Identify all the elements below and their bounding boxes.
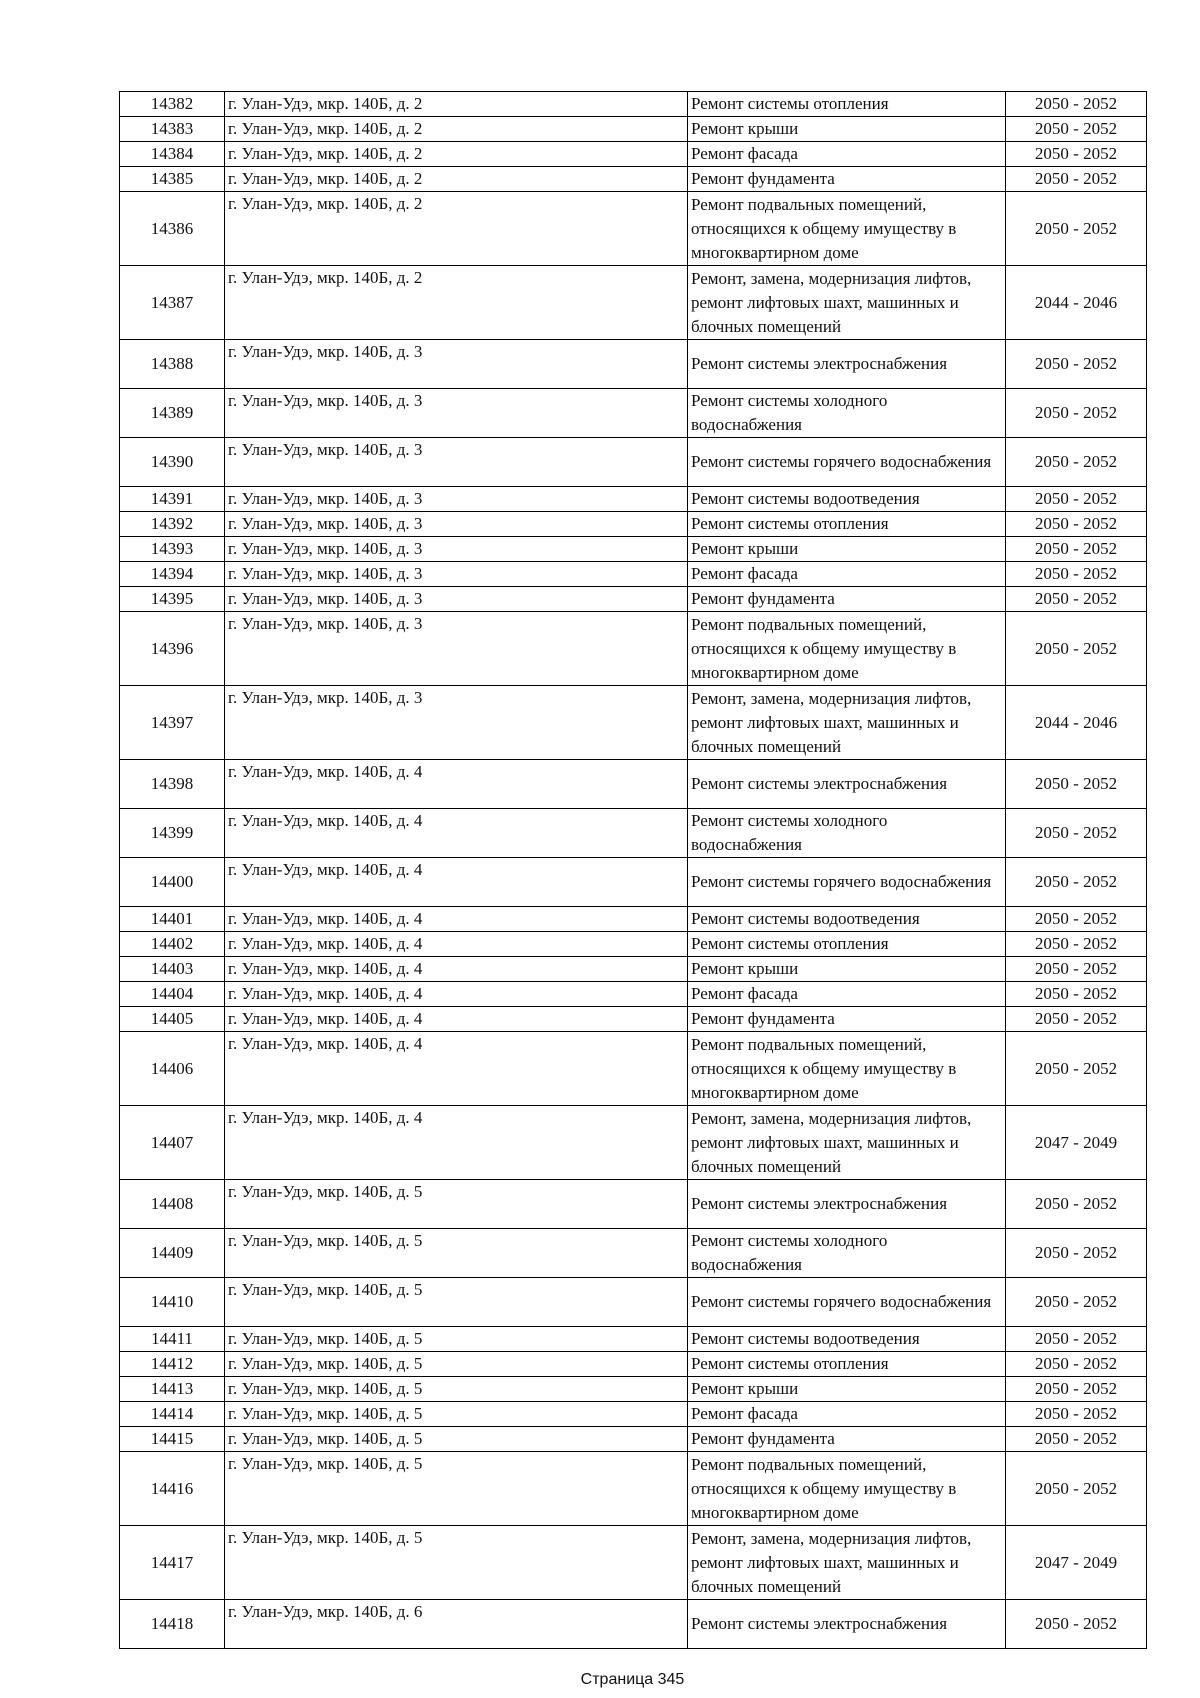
row-address: г. Улан-Удэ, мкр. 140Б, д. 4 [225,1032,688,1106]
row-number: 14385 [120,167,225,192]
table-row [120,1229,1147,1278]
row-number: 14417 [120,1526,225,1600]
row-number: 14387 [120,266,225,340]
row-address: г. Улан-Удэ, мкр. 140Б, д. 4 [225,982,688,1007]
row-period: 2050 - 2052 [1006,117,1147,142]
table-row [120,389,1147,438]
row-work-type: Ремонт фасада [688,1402,1006,1427]
row-period: 2050 - 2052 [1006,1452,1147,1526]
row-period: 2050 - 2052 [1006,487,1147,512]
row-period: 2044 - 2046 [1006,686,1147,760]
row-address: г. Улан-Удэ, мкр. 140Б, д. 4 [225,957,688,982]
row-number: 14395 [120,587,225,612]
table-row [120,1600,1147,1649]
row-address: г. Улан-Удэ, мкр. 140Б, д. 5 [225,1427,688,1452]
row-work-type: Ремонт крыши [688,117,1006,142]
row-work-type: Ремонт фундамента [688,1007,1006,1032]
row-number: 14393 [120,537,225,562]
row-period: 2047 - 2049 [1006,1106,1147,1180]
row-work-type: Ремонт системы холодного водоснабжения [688,809,1006,858]
table-row [120,1278,1147,1327]
row-period: 2050 - 2052 [1006,1352,1147,1377]
table-row [120,1032,1147,1106]
row-work-type: Ремонт системы электроснабжения [688,340,1006,389]
table-body [120,92,1147,1649]
row-period: 2050 - 2052 [1006,562,1147,587]
table-row [120,192,1147,266]
row-period: 2050 - 2052 [1006,1278,1147,1327]
row-address: г. Улан-Удэ, мкр. 140Б, д. 3 [225,537,688,562]
row-work-type: Ремонт системы горячего водоснабжения [688,1278,1006,1327]
row-work-type: Ремонт системы холодного водоснабжения [688,389,1006,438]
row-address: г. Улан-Удэ, мкр. 140Б, д. 3 [225,562,688,587]
table-row [120,1352,1147,1377]
row-address: г. Улан-Удэ, мкр. 140Б, д. 3 [225,512,688,537]
row-period: 2050 - 2052 [1006,858,1147,907]
row-period: 2050 - 2052 [1006,1427,1147,1452]
row-address: г. Улан-Удэ, мкр. 140Б, д. 4 [225,1007,688,1032]
table-row [120,562,1147,587]
row-work-type: Ремонт системы горячего водоснабжения [688,858,1006,907]
row-period: 2047 - 2049 [1006,1526,1147,1600]
row-period: 2050 - 2052 [1006,1402,1147,1427]
table-row [120,1452,1147,1526]
row-address: г. Улан-Удэ, мкр. 140Б, д. 4 [225,907,688,932]
row-period: 2050 - 2052 [1006,907,1147,932]
row-period: 2050 - 2052 [1006,142,1147,167]
row-address: г. Улан-Удэ, мкр. 140Б, д. 3 [225,438,688,487]
table-row [120,537,1147,562]
row-address: г. Улан-Удэ, мкр. 140Б, д. 3 [225,612,688,686]
table-row [120,686,1147,760]
row-work-type: Ремонт подвальных помещений, относящихся к общему имуществу в многоквартирном доме [688,1452,1006,1526]
table-row [120,809,1147,858]
row-period: 2050 - 2052 [1006,389,1147,438]
table-row [120,858,1147,907]
row-number: 14407 [120,1106,225,1180]
row-work-type: Ремонт фасада [688,142,1006,167]
row-work-type: Ремонт крыши [688,1377,1006,1402]
row-period: 2050 - 2052 [1006,1600,1147,1649]
row-number: 14384 [120,142,225,167]
row-period: 2050 - 2052 [1006,1327,1147,1352]
row-address: г. Улан-Удэ, мкр. 140Б, д. 2 [225,92,688,117]
row-address: г. Улан-Удэ, мкр. 140Б, д. 4 [225,932,688,957]
row-work-type: Ремонт, замена, модернизация лифтов, ремонт лифтовых шахт, машинных и блочных помещений [688,1106,1006,1180]
row-address: г. Улан-Удэ, мкр. 140Б, д. 5 [225,1229,688,1278]
row-address: г. Улан-Удэ, мкр. 140Б, д. 2 [225,167,688,192]
row-number: 14394 [120,562,225,587]
row-number: 14404 [120,982,225,1007]
row-period: 2050 - 2052 [1006,1180,1147,1229]
row-work-type: Ремонт, замена, модернизация лифтов, ремонт лифтовых шахт, машинных и блочных помещений [688,1526,1006,1600]
row-period: 2044 - 2046 [1006,266,1147,340]
row-period: 2050 - 2052 [1006,340,1147,389]
row-period: 2050 - 2052 [1006,1377,1147,1402]
table-row [120,142,1147,167]
row-number: 14405 [120,1007,225,1032]
row-period: 2050 - 2052 [1006,932,1147,957]
table-row [120,92,1147,117]
row-period: 2050 - 2052 [1006,982,1147,1007]
table-row [120,1402,1147,1427]
table-row [120,1180,1147,1229]
table-row [120,932,1147,957]
row-address: г. Улан-Удэ, мкр. 140Б, д. 2 [225,117,688,142]
row-work-type: Ремонт подвальных помещений, относящихся к общему имуществу в многоквартирном доме [688,192,1006,266]
row-work-type: Ремонт системы горячего водоснабжения [688,438,1006,487]
row-number: 14398 [120,760,225,809]
row-work-type: Ремонт фасада [688,982,1006,1007]
row-period: 2050 - 2052 [1006,957,1147,982]
table-row [120,1007,1147,1032]
row-work-type: Ремонт крыши [688,957,1006,982]
row-period: 2050 - 2052 [1006,760,1147,809]
row-work-type: Ремонт системы водоотведения [688,907,1006,932]
table-row [120,167,1147,192]
table-row [120,1377,1147,1402]
row-number: 14409 [120,1229,225,1278]
row-number: 14418 [120,1600,225,1649]
row-number: 14399 [120,809,225,858]
row-address: г. Улан-Удэ, мкр. 140Б, д. 4 [225,1106,688,1180]
table-row [120,340,1147,389]
table-row [120,438,1147,487]
row-period: 2050 - 2052 [1006,92,1147,117]
row-number: 14397 [120,686,225,760]
row-address: г. Улан-Удэ, мкр. 140Б, д. 5 [225,1377,688,1402]
row-address: г. Улан-Удэ, мкр. 140Б, д. 3 [225,587,688,612]
row-work-type: Ремонт системы отопления [688,92,1006,117]
row-address: г. Улан-Удэ, мкр. 140Б, д. 2 [225,142,688,167]
row-number: 14391 [120,487,225,512]
row-number: 14396 [120,612,225,686]
row-address: г. Улан-Удэ, мкр. 140Б, д. 5 [225,1352,688,1377]
row-work-type: Ремонт, замена, модернизация лифтов, ремонт лифтовых шахт, машинных и блочных помещений [688,686,1006,760]
row-number: 14392 [120,512,225,537]
table-row [120,907,1147,932]
row-address: г. Улан-Удэ, мкр. 140Б, д. 2 [225,192,688,266]
table-row [120,266,1147,340]
row-work-type: Ремонт фундамента [688,167,1006,192]
row-number: 14412 [120,1352,225,1377]
row-work-type: Ремонт системы водоотведения [688,1327,1006,1352]
row-work-type: Ремонт крыши [688,537,1006,562]
row-number: 14383 [120,117,225,142]
row-address: г. Улан-Удэ, мкр. 140Б, д. 5 [225,1402,688,1427]
row-period: 2050 - 2052 [1006,512,1147,537]
row-number: 14389 [120,389,225,438]
repair-schedule-table [119,91,1147,1649]
row-address: г. Улан-Удэ, мкр. 140Б, д. 5 [225,1180,688,1229]
table-row [120,612,1147,686]
row-number: 14388 [120,340,225,389]
row-period: 2050 - 2052 [1006,612,1147,686]
table-row [120,117,1147,142]
row-work-type: Ремонт системы электроснабжения [688,760,1006,809]
row-number: 14410 [120,1278,225,1327]
page-number: Страница 345 [580,1671,685,1688]
row-period: 2050 - 2052 [1006,1032,1147,1106]
row-number: 14386 [120,192,225,266]
row-work-type: Ремонт системы отопления [688,932,1006,957]
row-address: г. Улан-Удэ, мкр. 140Б, д. 5 [225,1452,688,1526]
table-row [120,487,1147,512]
row-period: 2050 - 2052 [1006,167,1147,192]
table-row [120,760,1147,809]
table-row [120,1427,1147,1452]
table-row [120,1327,1147,1352]
row-address: г. Улан-Удэ, мкр. 140Б, д. 4 [225,760,688,809]
row-work-type: Ремонт подвальных помещений, относящихся к общему имуществу в многоквартирном доме [688,1032,1006,1106]
row-address: г. Улан-Удэ, мкр. 140Б, д. 3 [225,340,688,389]
row-number: 14390 [120,438,225,487]
row-work-type: Ремонт системы отопления [688,1352,1006,1377]
row-address: г. Улан-Удэ, мкр. 140Б, д. 2 [225,266,688,340]
row-period: 2050 - 2052 [1006,809,1147,858]
row-work-type: Ремонт системы отопления [688,512,1006,537]
row-number: 14414 [120,1402,225,1427]
row-number: 14408 [120,1180,225,1229]
row-address: г. Улан-Удэ, мкр. 140Б, д. 4 [225,809,688,858]
row-period: 2050 - 2052 [1006,1229,1147,1278]
row-work-type: Ремонт фундамента [688,587,1006,612]
row-number: 14400 [120,858,225,907]
row-number: 14382 [120,92,225,117]
row-address: г. Улан-Удэ, мкр. 140Б, д. 4 [225,858,688,907]
row-number: 14402 [120,932,225,957]
row-address: г. Улан-Удэ, мкр. 140Б, д. 5 [225,1327,688,1352]
row-work-type: Ремонт подвальных помещений, относящихся к общему имуществу в многоквартирном доме [688,612,1006,686]
row-number: 14406 [120,1032,225,1106]
row-number: 14411 [120,1327,225,1352]
row-number: 14401 [120,907,225,932]
row-address: г. Улан-Удэ, мкр. 140Б, д. 3 [225,686,688,760]
row-period: 2050 - 2052 [1006,537,1147,562]
row-address: г. Улан-Удэ, мкр. 140Б, д. 5 [225,1278,688,1327]
row-period: 2050 - 2052 [1006,1007,1147,1032]
row-address: г. Улан-Удэ, мкр. 140Б, д. 6 [225,1600,688,1649]
row-period: 2050 - 2052 [1006,587,1147,612]
table-row [120,1106,1147,1180]
row-number: 14415 [120,1427,225,1452]
table-row [120,587,1147,612]
row-period: 2050 - 2052 [1006,192,1147,266]
row-period: 2050 - 2052 [1006,438,1147,487]
row-work-type: Ремонт системы электроснабжения [688,1180,1006,1229]
row-address: г. Улан-Удэ, мкр. 140Б, д. 5 [225,1526,688,1600]
table-row [120,982,1147,1007]
table-row [120,957,1147,982]
row-number: 14416 [120,1452,225,1526]
row-number: 14403 [120,957,225,982]
row-work-type: Ремонт, замена, модернизация лифтов, ремонт лифтовых шахт, машинных и блочных помещений [688,266,1006,340]
row-work-type: Ремонт фундамента [688,1427,1006,1452]
table-row [120,1526,1147,1600]
row-address: г. Улан-Удэ, мкр. 140Б, д. 3 [225,389,688,438]
row-work-type: Ремонт системы водоотведения [688,487,1006,512]
table-row [120,512,1147,537]
row-address: г. Улан-Удэ, мкр. 140Б, д. 3 [225,487,688,512]
row-number: 14413 [120,1377,225,1402]
row-work-type: Ремонт фасада [688,562,1006,587]
row-work-type: Ремонт системы электроснабжения [688,1600,1006,1649]
row-work-type: Ремонт системы холодного водоснабжения [688,1229,1006,1278]
